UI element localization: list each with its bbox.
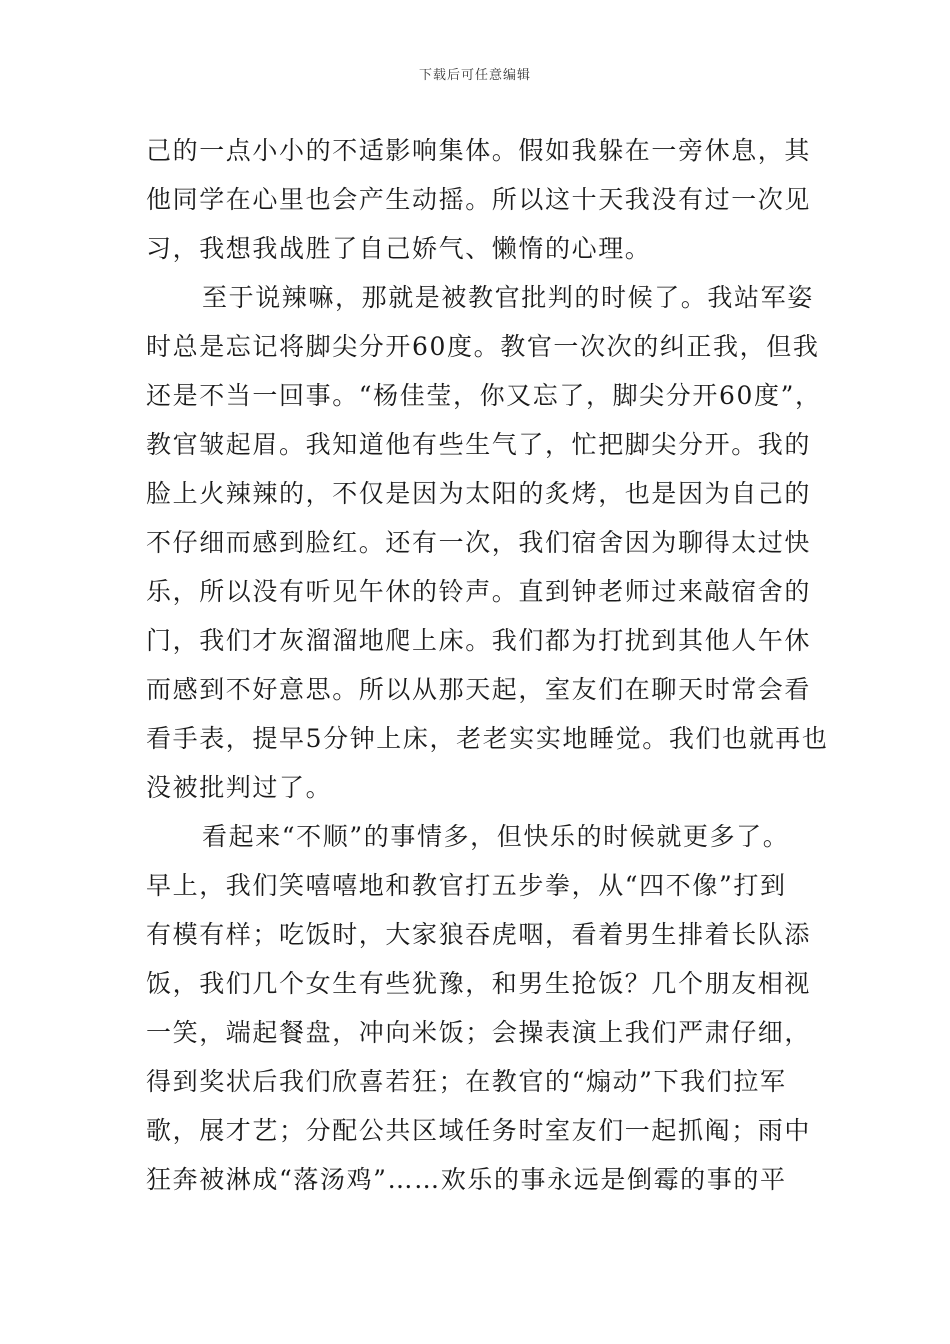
text-line: 乐，所以没有听见午休的铃声。直到钟老师过来敲宿舍的 [146, 577, 812, 606]
paragraph-2 [146, 273, 829, 812]
document-body [146, 126, 829, 1204]
text-line: 时总是忘记将脚尖分开60度。教官一次次的纠正我，但我 [146, 332, 820, 361]
text-line: 歌，展才艺；分配公共区域任务时室友们一起抓阄；雨中 [146, 1116, 812, 1145]
text-line: 看起来“不顺”的事情多，但快乐的时候就更多了。 [202, 822, 790, 851]
text-line: 饭，我们几个女生有些犹豫，和男生抢饭？几个朋友相视 [146, 969, 812, 998]
text-line: 狂奔被淋成“落汤鸡”……欢乐的事永远是倒霉的事的平 [146, 1165, 787, 1194]
text-line: 还是不当一回事。“杨佳莹，你又忘了，脚尖分开60度”， [146, 381, 822, 410]
text-line: 看手表，提早5分钟上床，老老实实地睡觉。我们也就再也 [146, 724, 829, 753]
text-line: 习，我想我战胜了自己娇气、懒惰的心理。 [146, 234, 652, 263]
page-header: 下载后可任意编辑 [418, 68, 531, 83]
paragraph-1 [146, 126, 810, 273]
text-line: 没被批判过了。 [146, 773, 333, 802]
text-line: 而感到不好意思。所以从那天起，室友们在聊天时常会看 [146, 675, 812, 704]
text-line: 不仔细而感到脸红。还有一次，我们宿舍因为聊得太过快 [146, 528, 812, 557]
text-line: 教官皱起眉。我知道他有些生气了，忙把脚尖分开。我的 [146, 430, 812, 459]
text-line: 早上，我们笑嘻嘻地和教官打五步拳，从“四不像”打到 [146, 871, 787, 900]
text-line: 门，我们才灰溜溜地爬上床。我们都为打扰到其他人午休 [146, 626, 812, 655]
text-line: 他同学在心里也会产生动摇。所以这十天我没有过一次见 [146, 185, 812, 214]
text-line: 一笑，端起餐盘，冲向米饭；会操表演上我们严肃仔细， [146, 1018, 812, 1047]
paragraph-3 [146, 812, 810, 1204]
text-line: 至于说辣嘛，那就是被教官批判的时候了。我站军姿 [202, 283, 814, 312]
text-line: 己的一点小小的不适影响集体。假如我躲在一旁休息，其 [146, 136, 812, 165]
text-line: 有模有样；吃饭时，大家狼吞虎咽，看着男生排着长队添 [146, 920, 812, 949]
text-line: 脸上火辣辣的，不仅是因为太阳的炙烤，也是因为自己的 [146, 479, 812, 508]
text-line: 得到奖状后我们欣喜若狂；在教官的“煽动”下我们拉军 [146, 1067, 787, 1096]
